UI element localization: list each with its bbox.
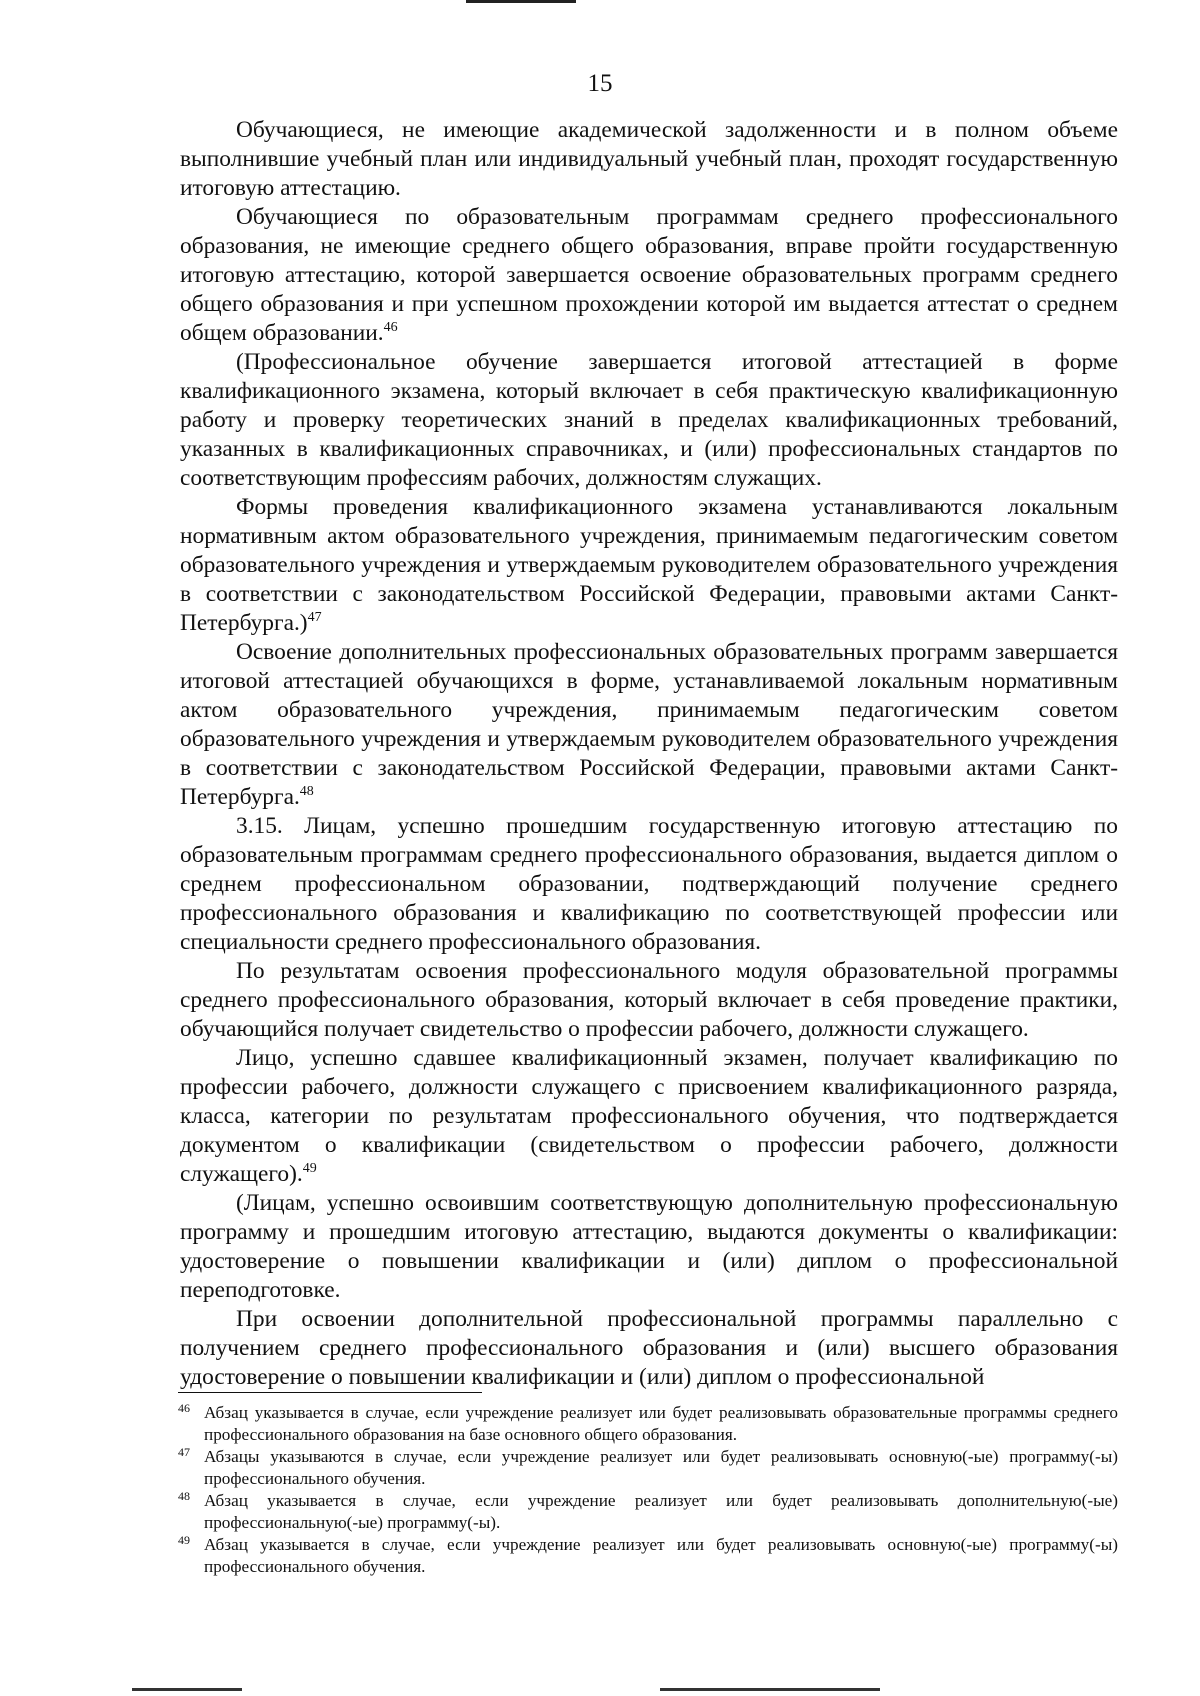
footnote-number: 47	[178, 1445, 190, 1459]
footnote	[178, 1534, 1118, 1577]
paragraph-text: Обучающиеся, не имеющие академической задолженности и в полном объеме выполнившие учебный план или индивидуальный учебный план, проходят государственную итоговую аттестацию.	[180, 117, 1118, 201]
footnote-number: 48	[178, 1489, 190, 1503]
paragraph-text: Обучающиеся по образовательным программам среднего профессионального образования, не имеющие среднего общего образования, вправе пройти государственную итоговую аттестацию, которой завершается освоение образовательных программ среднего общего образования и при успешном прохождении которой им выдается аттестат о среднем общем образовании.	[180, 204, 1118, 346]
footnotes	[178, 1402, 1118, 1578]
scan-artifact-bottom-left	[132, 1688, 242, 1691]
paragraph	[180, 348, 1118, 493]
paragraph	[180, 638, 1118, 812]
paragraph-text: (Профессиональное обучение завершается итоговой аттестацией в форме квалификационного экзамена, который включает в себя практическую квалификационную работу и проверку теоретических знаний в пределах квалификационных требований, указанных в квалификационных справочниках, и (или) профессиональных стандартов по соответствующим профессиям рабочих, должностям служащих.	[180, 349, 1118, 491]
footnote-text: Абзац указывается в случае, если учреждение реализует или будет реализовывать образовательные программы среднего профессионального образования на базе основного общего образования.	[204, 1403, 1118, 1444]
paragraph	[180, 493, 1118, 638]
page-number: 15	[587, 70, 613, 97]
scan-artifact-bottom-right	[660, 1688, 880, 1691]
footnote-divider	[178, 1392, 482, 1393]
scan-artifact-top	[466, 0, 576, 3]
paragraph	[180, 957, 1118, 1044]
footnote-number: 46	[178, 1401, 190, 1415]
paragraph-text: Лицо, успешно сдавшее квалификационный экзамен, получает квалификацию по профессии рабочего, должности служащего с присвоением квалификационного разряда, класса, категории по результатам профессионального обучения, что подтверждается документом о квалификации (свидетельством о профессии рабочего, должности служащего).	[180, 1045, 1118, 1187]
paragraph-text: 3.15. Лицам, успешно прошедшим государственную итоговую аттестацию по образовательным программам среднего профессионального образования, выдается диплом о среднем профессиональном образовании, подтверждающий получение среднего профессионального образования и квалификацию по соответствующей профессии или специальности среднего профессионального образования.	[180, 813, 1118, 955]
paragraph	[180, 1189, 1118, 1305]
paragraph-text: Формы проведения квалификационного экзамена устанавливаются локальным нормативным актом образовательного учреждения, принимаемым педагогическим советом образовательного учреждения и утверждаемым руководителем образовательного учреждения в соответствии с законодательством Российской Федерации, правовыми актами Санкт-Петербурга.)	[180, 494, 1118, 636]
footnote-text: Абзацы указываются в случае, если учреждение реализует или будет реализовывать основную(-ые) программу(-ы) профессионального обучения.	[204, 1447, 1118, 1488]
paragraph-text: При освоении дополнительной профессиональной программы параллельно с получением среднего профессионального образования и (или) высшего образования удостоверение о повышении квалификации и (или) диплом о профессиональной	[180, 1306, 1118, 1390]
paragraph-text: Освоение дополнительных профессиональных образовательных программ завершается итоговой аттестацией обучающихся в форме, устанавливаемой локальным нормативным актом образовательного учреждения, принимаемым педагогическим советом образовательного учреждения и утверждаемым руководителем образовательного учреждения в соответствии с законодательством Российской Федерации, правовыми актами Санкт-Петербурга.	[180, 639, 1118, 810]
footnote-text: Абзац указывается в случае, если учреждение реализует или будет реализовывать дополнительную(-ые) профессиональную(-ые) программу(-ы).	[204, 1491, 1118, 1532]
paragraph	[180, 203, 1118, 348]
footnote	[178, 1490, 1118, 1533]
footnote-text: Абзац указывается в случае, если учреждение реализует или будет реализовывать основную(-ые) программу(-ы) профессионального обучения.	[204, 1535, 1118, 1576]
footnote-ref: 46	[383, 320, 398, 335]
footnote	[178, 1402, 1118, 1445]
paragraph-text: (Лицам, успешно освоившим соответствующую дополнительную профессиональную программу и прошедшим итоговую аттестацию, выдаются документы о квалификации: удостоверение о повышении квалификации и (или) диплом о профессиональной переподготовке.	[180, 1190, 1118, 1303]
paragraph	[180, 1305, 1118, 1392]
paragraph	[180, 116, 1118, 203]
footnote-ref: 47	[307, 610, 322, 625]
paragraph	[180, 1044, 1118, 1189]
footnote-ref: 48	[299, 784, 314, 799]
paragraph	[180, 812, 1118, 957]
body-text	[180, 116, 1118, 1392]
footnote-ref: 49	[302, 1161, 317, 1176]
paragraph-text: По результатам освоения профессионального модуля образовательной программы среднего профессионального образования, который включает в себя проведение практики, обучающийся получает свидетельство о профессии рабочего, должности служащего.	[180, 958, 1118, 1042]
footnote-number: 49	[178, 1533, 190, 1547]
footnote	[178, 1446, 1118, 1489]
